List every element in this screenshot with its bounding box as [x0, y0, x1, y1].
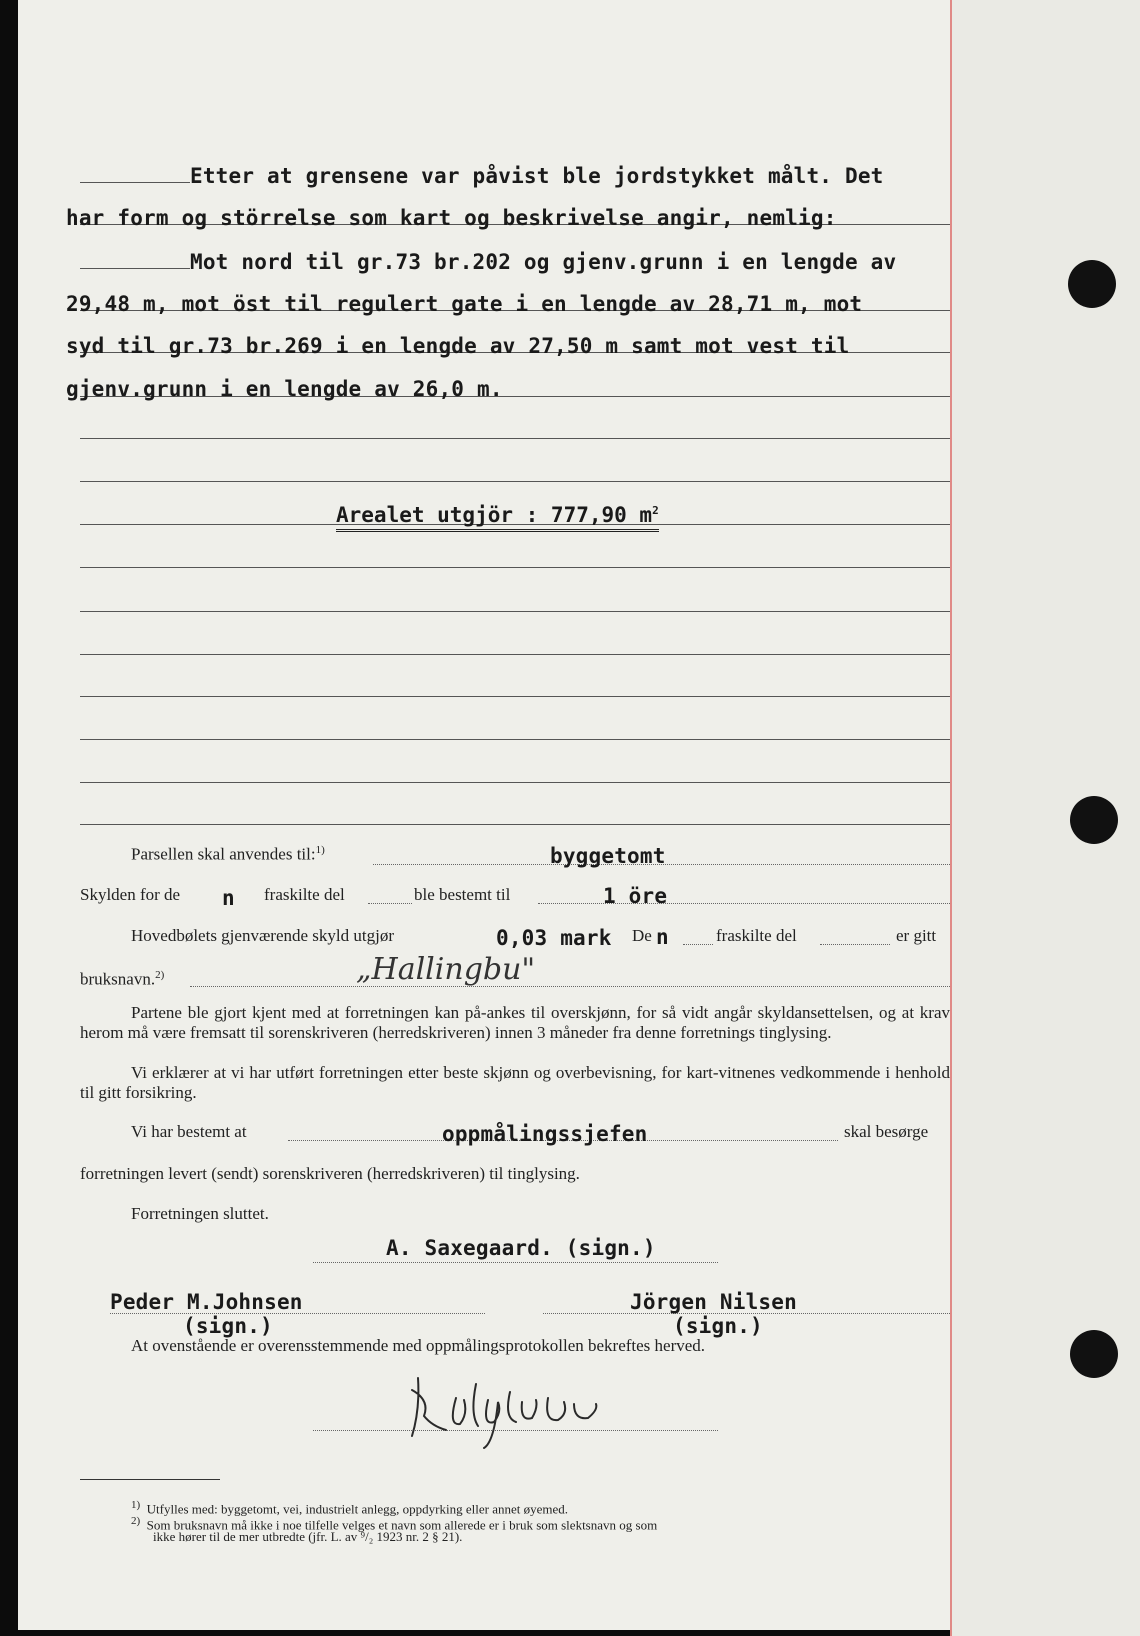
- hoved-mid: fraskilte del: [716, 926, 797, 945]
- paragraph-declaration: Vi erklærer at vi har utført forretningen etter beste skjønn og overbevisning, for kart-vitnenes vedkommende i henhold til gitt forsikring.: [80, 1063, 950, 1102]
- sluttet-line: Forretningen sluttet.: [131, 1204, 269, 1223]
- footnote-ref-2: 2): [155, 969, 165, 981]
- skylden-mid2: ble bestemt til: [414, 885, 511, 904]
- signature-left-name: Peder M.Johnsen: [110, 1290, 303, 1314]
- signature-left-sign: (sign.): [183, 1314, 273, 1338]
- skylden-value: 1 öre: [603, 884, 668, 908]
- binder-hole: [1070, 796, 1118, 844]
- certification-text: At ovenstående er overensstemmende med oppmålingsprotokollen bekreftes herved.: [131, 1336, 706, 1355]
- ruled-line: [80, 481, 950, 482]
- ruled-line: [80, 696, 950, 697]
- bestemt-suffix: skal besørge: [844, 1122, 929, 1141]
- bestemt-value: oppmålingssjefen: [442, 1122, 648, 1146]
- footnote-2-cont: ikke hører til de mer utbredte (jfr. L. av ⁹/₂ 1923 nr. 2 § 21).: [153, 1529, 463, 1544]
- footnote-2-mark: 2): [131, 1515, 141, 1527]
- bruksnavn-value: „Hallingbu": [356, 952, 536, 987]
- bestemt-prefix: Vi har bestemt at: [131, 1122, 247, 1141]
- ruled-line: [80, 182, 190, 183]
- body-line-4: 29,48 m, mot öst til regulert gate i en lengde av 28,71 m, mot: [66, 292, 863, 316]
- bruksnavn-label-text: bruksnavn.: [80, 969, 156, 989]
- skylden-mid: fraskilte del: [264, 885, 345, 904]
- signature-right-sign: (sign.): [673, 1314, 763, 1338]
- signature-right-name: Jörgen Nilsen: [630, 1290, 797, 1314]
- hoved-den-text: De: [632, 926, 652, 945]
- handwritten-signature: [398, 1370, 638, 1450]
- binder-hole: [1070, 1330, 1118, 1378]
- ruled-line: [80, 654, 950, 655]
- ruled-line: [80, 824, 950, 825]
- body-line-1: Etter at grensene var påvist ble jordstykket målt. Det: [190, 164, 884, 188]
- paragraph-appeal: Partene ble gjort kjent med at forretningen kan på-ankes til overskjønn, for så vidt angår skyldansettelsen, og at krav herom må være fremsatt til sorenskriveren (herredskriveren) innen 3 måneder fra denne forretnings tinglysing.: [80, 1003, 950, 1042]
- footnote-ref-1: 1): [315, 844, 325, 856]
- hoved-den-fill: n: [656, 925, 669, 949]
- footnote-1-text: Utfylles med: byggetomt, vei, industrielt anlegg, oppdyrking eller annet øyemed.: [146, 1501, 568, 1517]
- dotted-line: [820, 944, 890, 945]
- dotted-line: [538, 903, 950, 904]
- levert-line: forretningen levert (sendt) sorenskriveren (herredskriveren) til tinglysing.: [80, 1164, 580, 1183]
- binder-hole: [1068, 260, 1116, 308]
- body-line-5: syd til gr.73 br.269 i en lengde av 27,50 m samt mot vest til: [66, 334, 850, 358]
- signature-main: A. Saxegaard. (sign.): [386, 1236, 656, 1260]
- area-total: [336, 503, 659, 532]
- dotted-line: [368, 903, 412, 904]
- ruled-line: [80, 567, 950, 568]
- skylden-prefix: Skylden for de: [80, 885, 181, 904]
- hoved-suffix: er gitt: [896, 926, 937, 945]
- ruled-line: [80, 782, 950, 783]
- footnote-2-text-a: Som bruksnavn må ikke i noe tilfelle velges et navn som allerede er i bruk som slektsnavn og som: [146, 1517, 658, 1533]
- signature-line: [313, 1262, 718, 1263]
- ruled-line: [80, 438, 950, 439]
- hoved-den: [632, 926, 652, 946]
- body-line-6: gjenv.grunn i en lengde av 26,0 m.: [66, 377, 503, 401]
- parsellen-label: [131, 844, 325, 865]
- ruled-line: [80, 739, 950, 740]
- hoved-prefix: Hovedbølets gjenværende skyld utgjør: [131, 926, 394, 945]
- footnote-divider: [80, 1479, 220, 1480]
- body-line-2: har form og störrelse som kart og beskrivelse angir, nemlig:: [66, 206, 837, 230]
- area-label: Arealet utgjör : 777,90 m: [336, 503, 653, 527]
- dotted-line: [190, 986, 950, 987]
- skylden-fill: n: [222, 886, 235, 910]
- footnote-1-mark: 1): [131, 1499, 141, 1511]
- signature-stroke: [412, 1378, 596, 1448]
- parsellen-value: byggetomt: [550, 844, 666, 868]
- dotted-line: [683, 944, 713, 945]
- parsellen-label-text: Parsellen skal anvendes til:: [131, 844, 316, 864]
- bruksnavn-label: [80, 969, 164, 990]
- ruled-line: [80, 268, 190, 269]
- body-line-3: Mot nord til gr.73 br.202 og gjenv.grunn i en lengde av: [190, 250, 897, 274]
- area-unit-sup: 2: [652, 504, 659, 517]
- ruled-line: [80, 611, 950, 612]
- hoved-value: 0,03 mark: [496, 926, 612, 950]
